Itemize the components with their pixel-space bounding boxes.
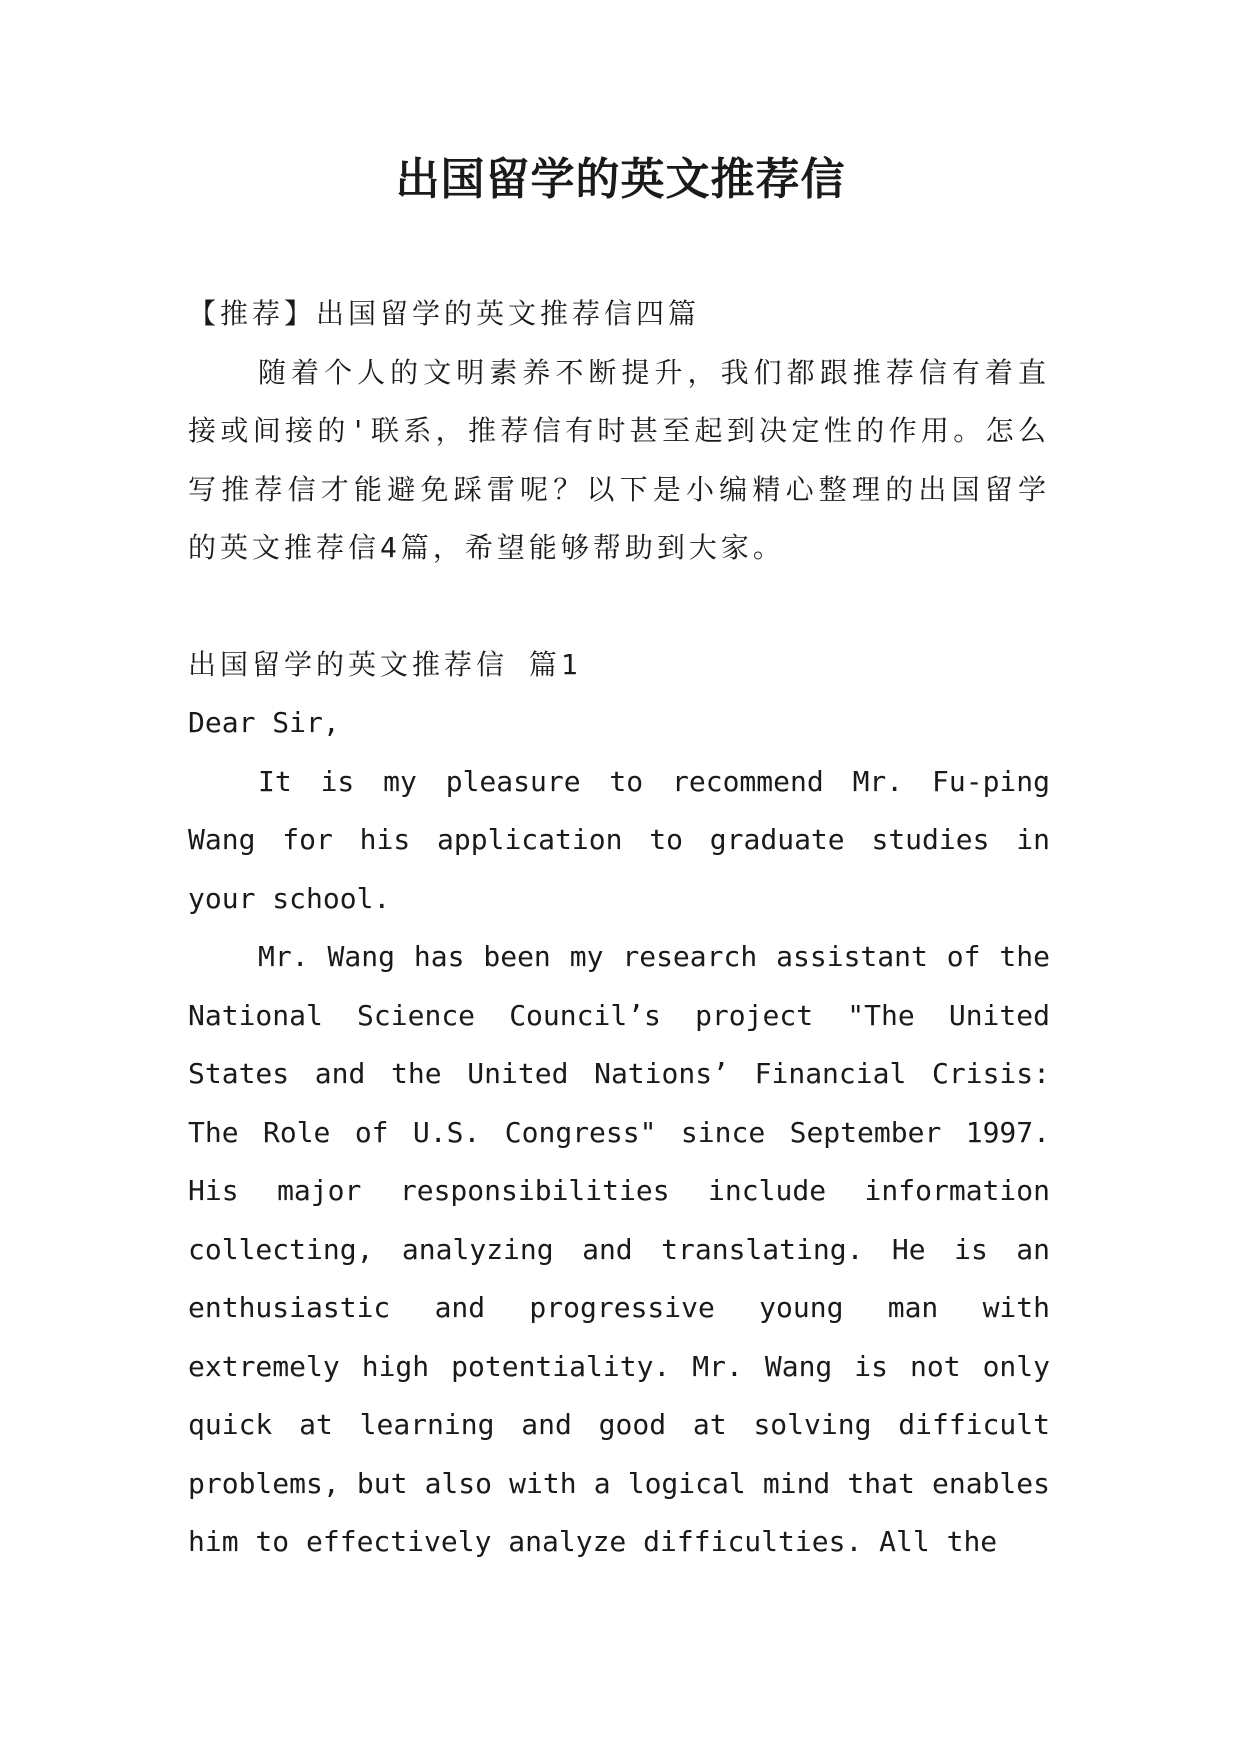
body-paragraph: It is my pleasure to recommend Mr. Fu-ping Wang for his application to graduate studies in your school. [188, 764, 1050, 915]
document-title: 出国留学的英文推荐信 [395, 154, 846, 205]
document-body [188, 285, 1050, 1572]
body-paragraph: Mr. Wang has been my research assistant of the National Science Council’s project "The United States and the United Nations’ Financial Crisis: The Role of U.S. Congress" since September 1997. His major responsibilities include information collecting, analyzing and translating. He is an enthusiastic and progressive young man with extremely high potentiality. Mr. Wang is not only quick at learning and good at solving difficult problems, but also with a logical mind that enables him to effectively analyze difficulties. All the [188, 940, 1050, 1558]
document-subtitle: 【推荐】出国留学的英文推荐信四篇 [188, 297, 701, 330]
paragraph-spacer [188, 578, 1050, 636]
salutation: Dear Sir, [188, 706, 340, 739]
intro-paragraph: 随着个人的文明素养不断提升，我们都跟推荐信有着直接或间接的'联系，推荐信有时甚至起到决定性的作用。怎么写推荐信才能避免踩雷呢？以下是小编精心整理的出国留学的英文推荐信4篇，希望能够帮助到大家。 [188, 355, 1050, 564]
section-heading: 出国留学的英文推荐信 篇1 [188, 647, 582, 681]
